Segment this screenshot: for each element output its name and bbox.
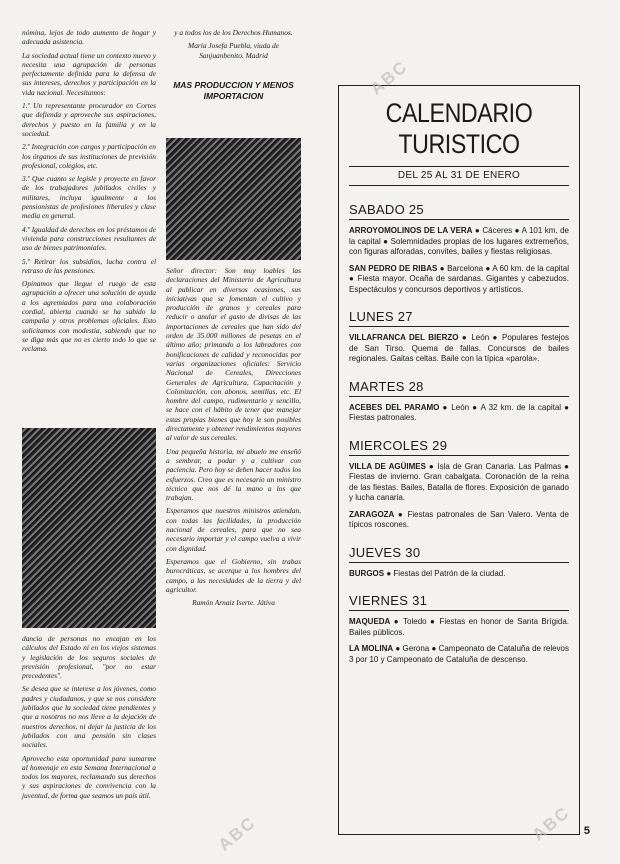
event-text: ● León ● Populares festejos de San Tirso. Quema de fallas. Concursos de bailes regionales. Gaitas celtas. Baile con la típica «parola». [349, 333, 570, 363]
event-text: ● León ● A 32 km. de la capital ● Fiestas patronales. [349, 402, 569, 422]
event-place: VILLAFRANCA DEL BIERZO [349, 333, 459, 342]
paragraph: 5.º Retirar los subsidios, lucha contra el retraso de las pensiones. [22, 256, 156, 275]
event-text: ● Barcelona ● A 60 km. de la capital ● Fiesta mayor. Ocaña de sardanas. Gigantes y cabezudos. Espectáculos y concursos deportivos y artísticos. [349, 263, 569, 294]
column2-top: y a todos los de los Derechos Humanos. [174, 28, 293, 37]
day-rule [349, 326, 569, 327]
paragraph: dancia de personas no encajan en los cálculos del Estado ni en los viejos sistemas y legislación de los seguros sociales de previsión profesional, "por no estar precedentes". [22, 634, 156, 681]
paragraph: nómina, lejos de todo aumento de hogar y adecuada asistencia. [22, 28, 156, 47]
event-place: ZARAGOZA [349, 509, 395, 519]
event-place: ACEBES DEL PARAMO [349, 402, 440, 412]
event-item [349, 462, 569, 504]
event-text: ● Toledo ● Fiestas en honor de Santa Brígida. Bailes públicos. [349, 617, 569, 637]
paragraph: Esperamos que el Gobierno, sin trabas burocráticas, se acerque a los hombres del campo, a las necesidades de la tierra y del agricultor. [166, 556, 301, 594]
calendar-days [339, 202, 579, 665]
event-item [349, 264, 569, 296]
paragraph: Señor director: Son muy loables las declaraciones del Ministerio de Agricultura al publicar en diversos ocasiones, sus iniciativas que se fomentan el cultivo y producción de granos y cereales para reducir o anular el gasto de divisas de las importaciones de cereales que han sido del orden de 35.000 millones de pesetas en el último año; primando a los labradores con bonificaciones de calidad y reconocidas por varias organizaciones oficiales: Servicio Nacional de Cereales, Direcciones Generales de Agricultura, Capacitación y Colonización, con abonos, semillas, etc. El hombre del campo, rudimentario y sencillo, se hace con el hábito de tener que manejar estas propias bienes que hoy le son posibles directamente y obtener rendimientos mayores al valor de sus cereales. [166, 266, 301, 443]
event-place: SAN PEDRO DE RIBAS [349, 263, 438, 273]
title-rule [349, 166, 569, 167]
day-section [339, 202, 579, 295]
calendar-subtitle: DEL 25 AL 31 DE ENERO [397, 170, 521, 181]
event-text: ● Fiestas del Patrón de la ciudad. [384, 568, 506, 578]
day-section [339, 309, 579, 365]
day-section [339, 545, 579, 580]
day-rule [349, 396, 569, 397]
farmer-photo [166, 138, 301, 260]
day-heading: JUEVES 30 [349, 544, 421, 560]
tourist-calendar [338, 85, 580, 835]
event-text: ● Gerona ● Campeonato de Cataluña de relevos 3 por 10 y Campeonato de Cataluña de descenso. [349, 644, 570, 664]
day-heading: LUNES 27 [349, 309, 413, 324]
event-item [349, 226, 569, 258]
event-item [349, 403, 569, 424]
day-section [339, 379, 579, 424]
event-place: VILLA DE AGÜIMES [349, 461, 426, 471]
letters-column-2 [166, 28, 301, 106]
paragraph: Opinamos que llegue el ruego de esta agrupación a ofrecer una solución de ayuda a los agremiados para una colaboración cordial, abierta cuando se ha sabido la campaña y otros problemas oficiales. Esto solicitamos con modestia, sabiendo que no se diga más que no es cierto todo lo que se reclama. [22, 279, 156, 354]
event-item [349, 617, 569, 638]
watermark-1: ABC [366, 56, 412, 99]
event-item [349, 510, 569, 531]
event-item [349, 569, 569, 580]
day-heading: VIERNES 31 [349, 593, 428, 608]
headline-production: MAS PRODUCCION Y MENOS IMPORTACION [173, 79, 294, 101]
event-text: ● Cáceres ● A 101 km. de la capital ● Solemnidades propias de los lugares extremeños, con figuras alforadas, convites, bailes y fiestas religiosas. [349, 226, 569, 256]
event-place: LA MOLINA [349, 644, 394, 653]
signature-arnaiz: Ramón Arnaiz Iserte. Játiva [192, 598, 275, 608]
letters-column-1-bottom [22, 634, 156, 804]
signature-puebla: María Josefa Puebla, viuda de Sanjuanbenito. Madrid [188, 41, 279, 60]
paragraph: 2.º Integración con cargos y participación en los órganos de sus instituciones de previsión profesional, colegios, etc. [22, 142, 156, 170]
day-rule [349, 610, 569, 611]
day-heading: MARTES 28 [349, 378, 424, 394]
paragraph: Una pequeña historia, mi abuelo me enseñó a sembrar, a podar y a cultivar con paciencia. Pero hoy se deben hacer todos los esfuerzos. Creo que es necesario un ministro técnico que nos dé la mano a los que trabajan. [166, 446, 301, 503]
day-rule [349, 455, 569, 456]
letters-column-1 [22, 28, 156, 358]
event-text: ● Fiestas patronales de San Valero. Venta de típicos roscones. [349, 509, 569, 529]
day-section [339, 593, 579, 665]
paragraph: La sociedad actual tiene un contexto nuevo y necesita una agrupación de personas perfectamente definida para la defensa de sus intereses, derechos y participación en la vida nacional. Necesitamos: [22, 50, 156, 97]
calendar-title: CALENDARIO TURISTICO [385, 98, 533, 159]
event-place: MAQUEDA [349, 617, 391, 626]
letters-column-2-body [166, 266, 301, 611]
paragraph: 3.º Que cuanto se legisle y proyecte en favor de los trabajadores jubilados civiles y militares, incluya igualmente a los pensionistas de profesiones liberales y clase media en general. [22, 174, 156, 221]
paragraph: 4.º Igualdad de derechos en los préstamos de vivienda para construcciones resultantes de uso de bienes patrimoniales. [22, 224, 156, 253]
event-place: ARROYOMOLINOS DE LA VERA [349, 226, 473, 235]
day-heading: MIERCOLES 29 [349, 437, 448, 453]
page-number: 5 [583, 825, 590, 837]
paragraph: Aprovecho esta oportunidad para sumarme al homenaje en esta Semana Internacional a todos los mayores, reclamando sus derechos y sus aspiraciones de convivencia con la juventud, de forma que seamos un país útil. [22, 753, 156, 800]
event-item [349, 644, 569, 665]
day-rule [349, 219, 569, 220]
day-section [339, 438, 579, 531]
paragraph: Esperamos que nuestros ministros atiendan, con todas las facilidades, la producción nacional de cereales, para que no sea necesario importar y el campo vuelva a vivir con dignidad. [166, 506, 301, 553]
paragraph: 1.º Un representante procurador en Cortes que defienda y aproveche sus aspiraciones, derechos y puesto en la familia y en la sociedad. [22, 101, 156, 138]
day-rule [349, 562, 569, 563]
event-text: ● Isla de Gran Canaria. Las Palmas ● Fiestas de invierno. Gran cabalgata. Coronación de la reina de las fiestas. Bailes, Batalla de flores. Exposición de ganado y lucha canaria. [349, 461, 569, 502]
event-item [349, 333, 569, 365]
elderly-man-photo [22, 428, 156, 628]
paragraph: Se desea que se interese a los jóvenes, como padres y ciudadanos, y que se nos considere jubilados que la sociedad tiene pendientes y que a nosotros no nos lleve a la dejación de nuestros derechos, ni dejar la justicia de los jubilados con una pensión sin clases sociales. [22, 684, 156, 750]
watermark-2: ABC [214, 812, 260, 855]
watermark-3: ABC [528, 802, 574, 845]
day-heading: SABADO 25 [349, 202, 424, 217]
event-place: BURGOS [349, 568, 385, 578]
subtitle-rule [349, 185, 569, 186]
